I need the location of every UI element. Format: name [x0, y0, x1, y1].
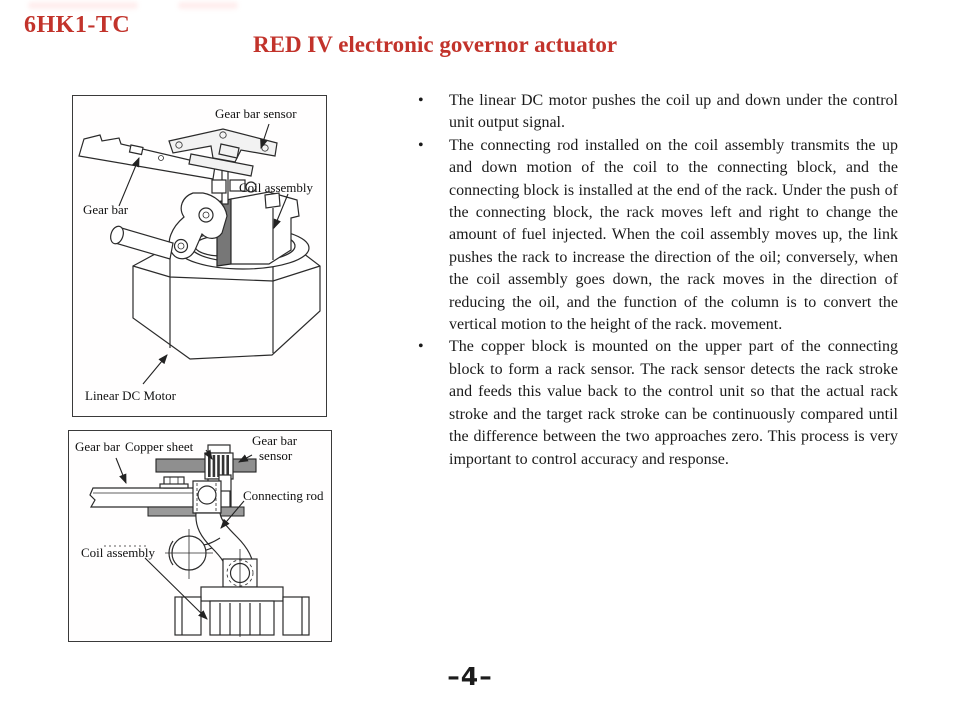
label-linear-dc-motor: Linear DC Motor [85, 388, 176, 403]
bullet-marker: • [418, 92, 424, 109]
cylinder-rod [109, 225, 173, 259]
page-title: RED IV electronic governor actuator [253, 32, 618, 57]
bullet-item [418, 336, 898, 470]
label-gear-bar: Gear bar [83, 202, 129, 217]
bullet-marker: • [418, 136, 424, 154]
label-gear-bar: Gear bar [75, 439, 121, 454]
bullet-text: The linear DC motor pushes the coil up and down under the control unit output signal. [449, 92, 898, 132]
label-connecting-rod: Connecting rod [243, 488, 324, 503]
watermark-smudge [178, 2, 238, 9]
label-gear-bar-sensor: Gear bar [252, 433, 298, 448]
bullet-item [418, 90, 898, 135]
clevis-pivot [193, 481, 221, 513]
bolt [160, 477, 188, 488]
actuator-isometric-drawing [73, 96, 326, 416]
page-number: –4– [447, 662, 493, 691]
bullet-text: The connecting rod installed on the coil assembly transmits the up and down motion of the coil to the connecting block, and the connecting block is installed at the end of the rack. Under the push of the connecting block, the rack moves left and right to change the amount of fuel injected. When the coil assembly moves up, the link pushes the rack to increase the direction of the oil; conversely, when the coil assembly goes down, the rack moves in the direction of reducing the oil, and the function of the column is to convert the vertical motion to the height of the rack. movement. [449, 136, 898, 334]
figure-actuator-section [68, 430, 332, 642]
bullet-marker: • [418, 338, 424, 356]
label-coil-assembly: Coil assembly [239, 180, 314, 195]
bullet-list [418, 90, 898, 471]
label-gear-bar-sensor: Gear bar sensor [215, 106, 297, 121]
model-code: 6HK1-TC [24, 12, 131, 38]
bullet-item [418, 135, 898, 337]
label-copper-sheet: Copper sheet [125, 439, 194, 454]
figure-actuator-isometric [72, 95, 327, 417]
bullet-text: The copper block is mounted on the upper part of the connecting block to form a rack sensor. The rack sensor detects the rack stroke and feeds this value back to the control unit so that the actual rack stroke and the target rack stroke can be continuously compared until the difference between the two approaches zero. This process is very important to control accuracy and response. [449, 338, 898, 468]
coil-assembly-drawing [175, 587, 309, 635]
label-gear-bar-sensor: sensor [259, 448, 293, 463]
label-coil-assembly: Coil assembly [81, 545, 156, 560]
watermark-smudge [28, 2, 138, 9]
